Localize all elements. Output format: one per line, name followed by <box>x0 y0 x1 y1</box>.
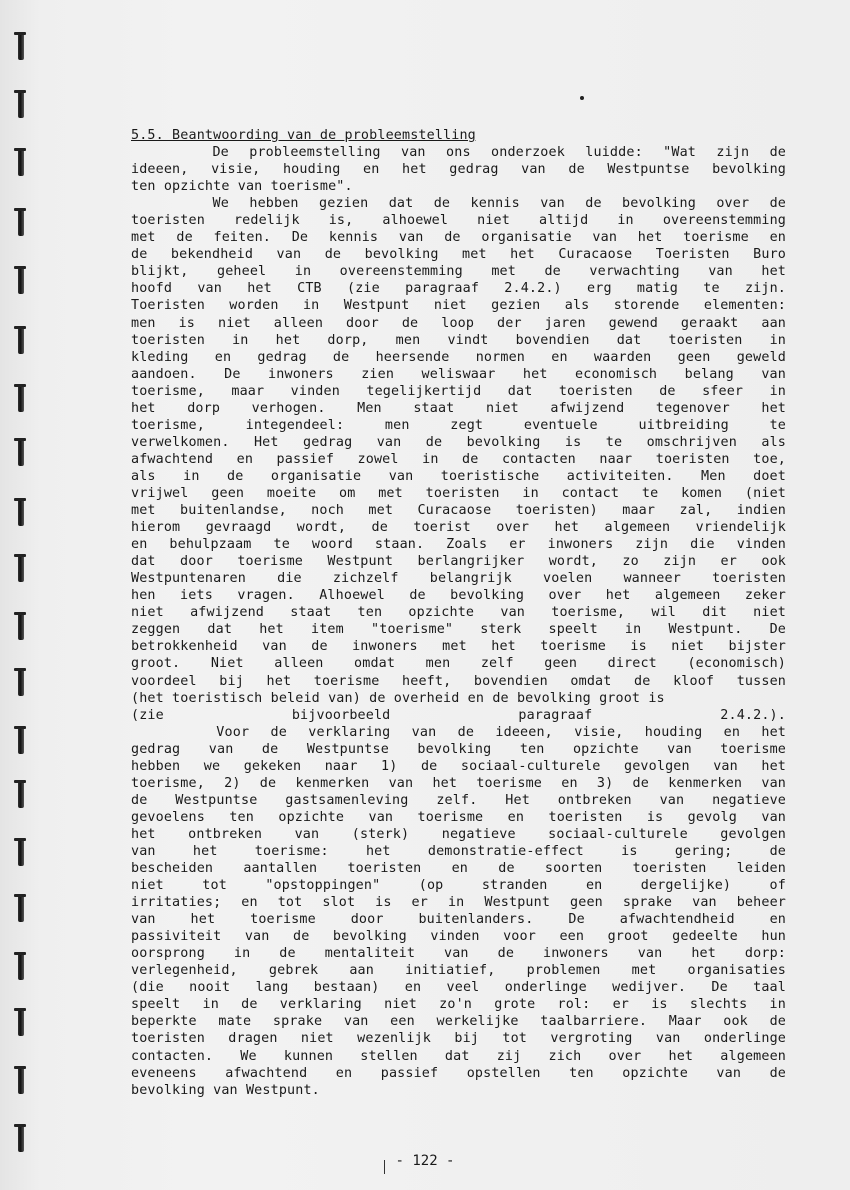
text-line: bescheiden aantallen toeristen en de soorten toeristen leiden <box>131 861 786 877</box>
speck-dot <box>580 96 584 100</box>
text-line: bevolking van Westpunt. <box>131 1082 320 1098</box>
binder-ring <box>18 1124 24 1152</box>
text-line: niet afwijzend staat ten opzichte van toerisme, wil dit niet <box>131 605 786 621</box>
binder-ring <box>18 612 24 640</box>
binder-ring <box>18 1066 24 1094</box>
text-line: We hebben gezien dat de kennis van de bevolking over de <box>131 196 786 212</box>
text-line: eveneens afwachtend en passief opstellen ten opzichte van de <box>131 1065 786 1081</box>
text-line: toerisme, 2) de kenmerken van het toerisme en 3) de kenmerken van <box>131 775 786 791</box>
text-line: Westpuntenaren die zichzelf belangrijk voelen wanneer toeristen <box>131 571 786 587</box>
text-line: het dorp verhogen. Men staat niet afwijzend tegenover het <box>131 400 786 416</box>
text-line: (zie bijvoorbeeld paragraaf 2.4.2.). <box>131 707 786 723</box>
text-line: toeristen redelijk is, alhoewel niet altijd in overeenstemming <box>131 213 786 229</box>
body-text <box>131 127 786 1099</box>
text-line: verwelkomen. Het gedrag van de bevolking is te omschrijven als <box>131 434 786 450</box>
text-line: ideeen, visie, houding en het gedrag van de Westpuntse bevolking <box>131 162 786 178</box>
text-line: dat door toerisme Westpunt berlangrijker wordt, zo zijn er ook <box>131 554 786 570</box>
text-line: niet tot "opstoppingen" (op stranden en dergelijke) of <box>131 878 786 894</box>
binder-ring <box>18 498 24 526</box>
binder-ring <box>18 894 24 922</box>
text-line: de Westpuntse gastsamenleving zelf. Het ontbreken van negatieve <box>131 792 786 808</box>
text-line: van het toerisme door buitenlanders. De afwachtendheid en <box>131 912 786 928</box>
text-line: hen iets vragen. Alhoewel de bevolking over het algemeen zeker <box>131 588 786 604</box>
binder-ring <box>18 32 24 60</box>
binder-ring <box>18 554 24 582</box>
text-line: blijkt, geheel in overeenstemming met de verwachting van het <box>131 264 786 280</box>
text-line: als in de organisatie van toeristische activiteiten. Men doet <box>131 468 786 484</box>
text-line: betrokkenheid van de inwoners met het toerisme is niet bijster <box>131 639 786 655</box>
text-line: toerisme, maar vinden tegelijkertijd dat toeristen de sfeer in <box>131 383 786 399</box>
text-line: zeggen dat het item "toerisme" sterk speelt in Westpunt. De <box>131 622 786 638</box>
text-line: toerisme, integendeel: men zegt eventuele uitbreiding te <box>131 417 786 433</box>
text-line: vrijwel geen moeite om met toeristen in contact te komen (niet <box>131 485 786 501</box>
text-line: afwachtend en passief zowel in de contacten naar toeristen toe, <box>131 451 786 467</box>
text-line: Voor de verklaring van de ideeen, visie, houding en het <box>131 724 786 740</box>
text-line: verlegenheid, gebrek aan initiatief, problemen met organisaties <box>131 963 786 979</box>
binder-ring <box>18 208 24 236</box>
text-line: oorsprong in de mentaliteit van de inwoners van het dorp: <box>131 946 786 962</box>
text-line: beperkte mate sprake van een werkelijke taalbarriere. Maar ook de <box>131 1014 786 1030</box>
text-line: aandoen. De inwoners zien weliswaar het economisch belang van <box>131 366 786 382</box>
text-line: toeristen dragen niet wezenlijk bij tot vergroting van onderlinge <box>131 1031 786 1047</box>
text-line: (die nooit lang bestaan) en veel onderlinge wedijver. De taal <box>131 980 786 996</box>
binder-ring <box>18 838 24 866</box>
text-line: irritaties; en tot slot is er in Westpunt geen sprake van beheer <box>131 895 786 911</box>
text-line: passiviteit van de bevolking vinden voor een groot gedeelte hun <box>131 929 786 945</box>
text-line: Toeristen worden in Westpunt niet gezien als storende elementen: <box>131 298 786 314</box>
binder-ring <box>18 952 24 980</box>
binder-ring <box>18 780 24 808</box>
binder-ring <box>18 90 24 118</box>
text-line: ten opzichte van toerisme". <box>131 179 353 195</box>
text-line: hoofd van het CTB (zie paragraaf 2.4.2.) erg matig te zijn. <box>131 281 786 297</box>
text-line: en behulpzaam te woord staan. Zoals er inwoners zijn die vinden <box>131 537 786 553</box>
text-line: kleding en gedrag de heersende normen en waarden geen geweld <box>131 349 786 365</box>
binder-rings <box>8 20 38 1170</box>
binder-ring <box>18 326 24 354</box>
binder-ring <box>18 1008 24 1036</box>
page-number: - 122 - <box>395 1153 455 1169</box>
section-heading: 5.5. Beantwoording van de probleemstelling <box>131 128 476 143</box>
text-line: met de feiten. De kennis van de organisatie van het toerisme en <box>131 230 786 246</box>
text-line: gevoelens ten opzichte van toerisme en toeristen is gevolg van <box>131 809 786 825</box>
paragraph-lines <box>131 144 786 1099</box>
binder-ring <box>18 266 24 294</box>
text-line: van het toerisme: het demonstratie-effect is gering; de <box>131 843 786 859</box>
text-line: De probleemstelling van ons onderzoek luidde: "Wat zijn de <box>131 145 786 161</box>
text-line: contacten. We kunnen stellen dat zij zich over het algemeen <box>131 1048 786 1064</box>
binder-ring <box>18 726 24 754</box>
text-line: met buitenlandse, noch met Curacaose toeristen) maar zal, indien <box>131 503 786 519</box>
text-line: hebben we gekeken naar 1) de sociaal-culturele gevolgen van het <box>131 758 786 774</box>
text-line: het ontbreken van (sterk) negatieve sociaal-culturele gevolgen <box>131 826 786 842</box>
binder-ring <box>18 668 24 696</box>
binder-ring <box>18 384 24 412</box>
text-line: men is niet alleen door de loop der jaren gewend geraakt aan <box>131 315 786 331</box>
text-line: de bekendheid van de bevolking met het Curacaose Toeristen Buro <box>131 247 786 263</box>
binder-ring <box>18 438 24 466</box>
text-line: (het toeristisch beleid van) de overheid en de bevolking groot is <box>131 690 665 706</box>
text-line: voordeel bij het toerisme heeft, bovendien omdat de kloof tussen <box>131 673 786 689</box>
binder-ring <box>18 148 24 176</box>
text-line: toeristen in het dorp, men vindt bovendien dat toeristen in <box>131 332 786 348</box>
text-line: gedrag van de Westpuntse bevolking ten opzichte van toerisme <box>131 741 786 757</box>
text-line: speelt in de verklaring niet zo'n grote rol: er is slechts in <box>131 997 786 1013</box>
text-line: hierom gevraagd wordt, de toerist over het algemeen vriendelijk <box>131 520 786 536</box>
text-line: groot. Niet alleen omdat men zelf geen direct (economisch) <box>131 656 786 672</box>
